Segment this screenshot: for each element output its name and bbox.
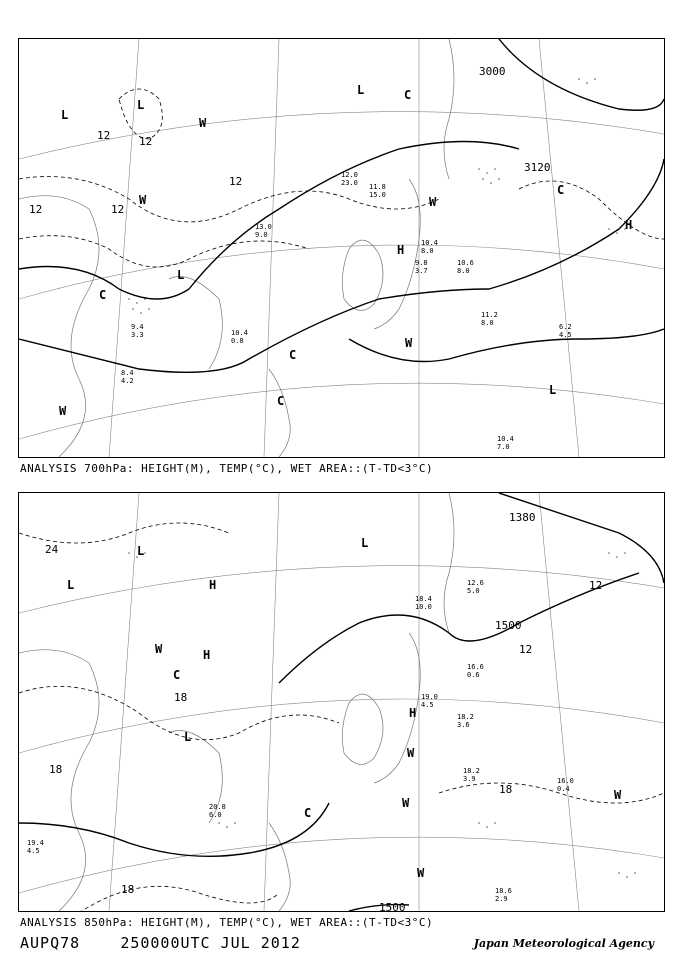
station-plot: 18.2 3.6 xyxy=(457,713,474,729)
low-center: L xyxy=(67,578,75,592)
warm-center: W xyxy=(199,116,207,130)
panel-caption-850hpa: ANALYSIS 850hPa: HEIGHT(M), TEMP(°C), WET AREA::(T-TD<3°C) xyxy=(20,916,434,929)
low-center: L xyxy=(137,98,145,112)
contour-label: 12 xyxy=(229,175,243,188)
contour-label: 12 xyxy=(139,135,153,148)
contour-labels xyxy=(29,65,551,216)
warm-center: W xyxy=(59,404,67,418)
warm-center: W xyxy=(614,788,622,802)
cold-center: C xyxy=(277,394,285,408)
high-center: H xyxy=(409,706,417,720)
contour-label: 12 xyxy=(519,643,533,656)
station-plot: 10.4 7.0 xyxy=(497,435,514,451)
contour-labels xyxy=(45,511,602,911)
lat-lon-grid xyxy=(19,39,664,457)
station-plot: 19.0 4.5 xyxy=(421,693,438,709)
low-center: L xyxy=(61,108,69,122)
low-center: L xyxy=(184,730,192,744)
low-center: L xyxy=(361,536,369,550)
warm-center: W xyxy=(155,642,163,656)
station-plot: 16.0 0.4 xyxy=(557,777,574,793)
high-center: H xyxy=(209,578,217,592)
low-center: L xyxy=(137,544,145,558)
temperature-isotherms xyxy=(19,523,664,911)
contour-label: 1500 xyxy=(379,901,406,911)
cold-center: C xyxy=(99,288,107,302)
weather-map-700hpa xyxy=(19,39,664,457)
coastlines xyxy=(19,493,454,911)
station-plots xyxy=(27,579,574,903)
station-plot: 9.8 3.7 xyxy=(415,259,428,275)
station-plot: 18.6 2.9 xyxy=(495,887,512,903)
contour-label: 12 xyxy=(111,203,125,216)
contour-label: 3120 xyxy=(524,161,551,174)
contour-label: 3000 xyxy=(479,65,506,78)
cold-center: C xyxy=(557,183,565,197)
contour-label: 18 xyxy=(174,691,188,704)
station-plot: 10.4 0.8 xyxy=(231,329,248,345)
station-plot: 10.6 8.0 xyxy=(457,259,474,275)
station-plot: 13.0 9.0 xyxy=(255,223,272,239)
contour-label: 24 xyxy=(45,543,59,556)
warm-center: W xyxy=(417,866,425,880)
station-plot: 11.8 15.0 xyxy=(369,183,386,199)
cold-center: C xyxy=(173,668,181,682)
chart-identifier xyxy=(20,934,301,952)
pressure-centers xyxy=(67,536,622,880)
contour-label: 12 xyxy=(589,579,603,592)
map-panel-700hpa xyxy=(18,38,665,458)
station-plot: 10.4 8.0 xyxy=(421,239,438,255)
high-center: H xyxy=(203,648,211,662)
cold-center: C xyxy=(289,348,297,362)
height-contours xyxy=(19,493,664,911)
contour-label: 18 xyxy=(49,763,63,776)
valid-time: 250000UTC JUL 2012 xyxy=(120,934,301,952)
low-center: L xyxy=(357,83,365,97)
station-plot: 9.4 3.3 xyxy=(131,323,144,339)
cold-center: C xyxy=(304,806,312,820)
agency-credit: Japan Meteorological Agency xyxy=(473,937,654,950)
station-plot: 20.8 6.0 xyxy=(209,803,226,819)
station-plot: 8.4 4.2 xyxy=(121,369,134,385)
panel-caption-700hpa: ANALYSIS 700hPa: HEIGHT(M), TEMP(°C), WET AREA::(T-TD<3°C) xyxy=(20,462,434,475)
station-plot: 19.4 4.5 xyxy=(27,839,44,855)
warm-center: W xyxy=(405,336,413,350)
station-plot: 12.0 23.0 xyxy=(341,171,358,187)
wet-area-stipple xyxy=(128,552,636,878)
warm-center: W xyxy=(402,796,410,810)
lat-lon-grid xyxy=(19,493,664,911)
station-plot: 11.2 8.0 xyxy=(481,311,498,327)
contour-label: 18 xyxy=(121,883,135,896)
contour-label: 1380 xyxy=(509,511,536,524)
warm-center: W xyxy=(429,195,437,209)
contour-label: 12 xyxy=(29,203,43,216)
high-center: H xyxy=(625,218,633,232)
map-panel-850hpa xyxy=(18,492,665,912)
product-id: AUPQ78 xyxy=(20,934,81,952)
weather-map-850hpa xyxy=(19,493,664,911)
low-center: L xyxy=(549,383,557,397)
contour-label: 1500 xyxy=(495,619,522,632)
warm-center: W xyxy=(407,746,415,760)
coastlines xyxy=(19,39,454,457)
contour-label: 12 xyxy=(97,129,111,142)
cold-center: C xyxy=(404,88,412,102)
pressure-centers xyxy=(59,83,632,418)
station-plot: 16.6 0.6 xyxy=(467,663,484,679)
high-center: H xyxy=(397,243,405,257)
station-plot: 6.2 4.5 xyxy=(559,323,572,339)
warm-center: W xyxy=(139,193,147,207)
station-plot: 18.2 3.9 xyxy=(463,767,480,783)
station-plot: 18.4 10.0 xyxy=(415,595,432,611)
low-center: L xyxy=(177,268,185,282)
station-plot: 12.6 5.0 xyxy=(467,579,484,595)
contour-label: 18 xyxy=(499,783,513,796)
